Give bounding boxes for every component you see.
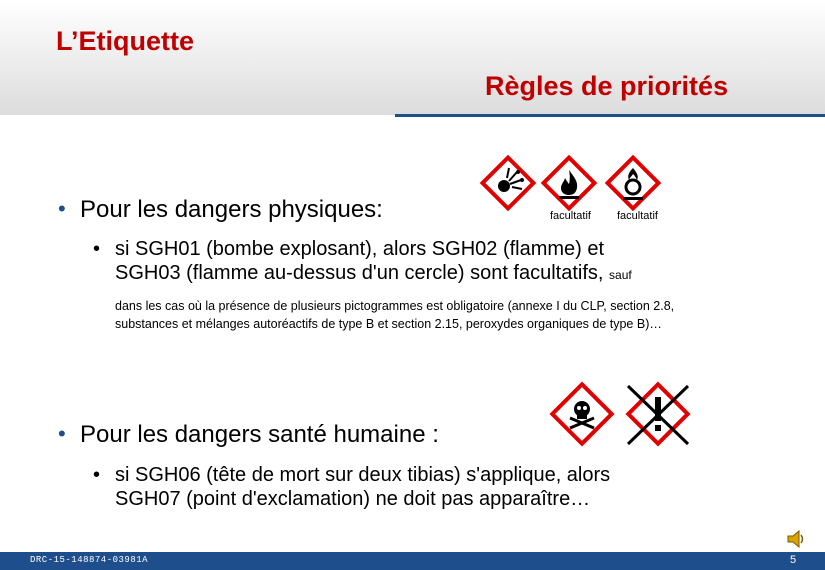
pictogram-label-optional: facultatif <box>550 210 591 222</box>
bullet-text: Pour les dangers physiques: <box>80 196 383 223</box>
bullet-dot: • <box>58 421 66 446</box>
slide-subtitle: Règles de priorités <box>485 71 729 101</box>
bullet-health-hazards <box>58 421 439 449</box>
note-line: dans les cas où la présence de plusieurs pictogrammes est obligatoire (annexe I du CLP, section 2.8, <box>115 299 675 313</box>
page-number: 5 <box>790 554 797 566</box>
sub-bullet-dot: • <box>93 238 101 260</box>
note-exceptions <box>115 297 674 333</box>
sub-line: SGH03 (flamme au-dessus d'un cercle) sont facultatifs, <box>115 262 604 284</box>
slide-title: L’Etiquette <box>56 26 195 56</box>
flame-pictogram-icon <box>540 154 598 212</box>
sub-line: SGH07 (point d'exclamation) ne doit pas apparaître… <box>115 488 591 510</box>
sub-line: si SGH06 (tête de mort sur deux tibias) s'applique, alors <box>115 464 611 486</box>
exclamation-pictogram-crossed-out-icon <box>622 380 694 448</box>
flame-over-circle-pictogram-icon <box>604 154 662 212</box>
explosive-bomb-pictogram-icon <box>479 154 537 212</box>
slide-footer <box>0 552 825 570</box>
title-rule <box>395 114 825 117</box>
pictogram-label-optional: facultatif <box>617 210 658 222</box>
footer-reference: DRC-15-148874-03981A <box>30 555 149 565</box>
note-line: substances et mélanges autoréactifs de type B et section 2.15, peroxydes organiques de type B)… <box>115 317 662 331</box>
sub-bullet-dot: • <box>93 464 101 486</box>
bullet-dot: • <box>58 196 66 221</box>
sub-bullet-physical-rule <box>93 237 632 287</box>
sub-line: si SGH01 (bombe explosant), alors SGH02 (flamme) et <box>115 238 605 260</box>
bullet-text: Pour les dangers santé humaine : <box>80 421 439 448</box>
skull-crossbones-pictogram-icon <box>548 380 616 448</box>
audio-speaker-icon[interactable] <box>786 528 808 550</box>
bullet-physical-hazards <box>58 196 383 224</box>
sub-line-small: sauf <box>609 268 632 282</box>
sub-bullet-health-rule <box>93 463 611 511</box>
